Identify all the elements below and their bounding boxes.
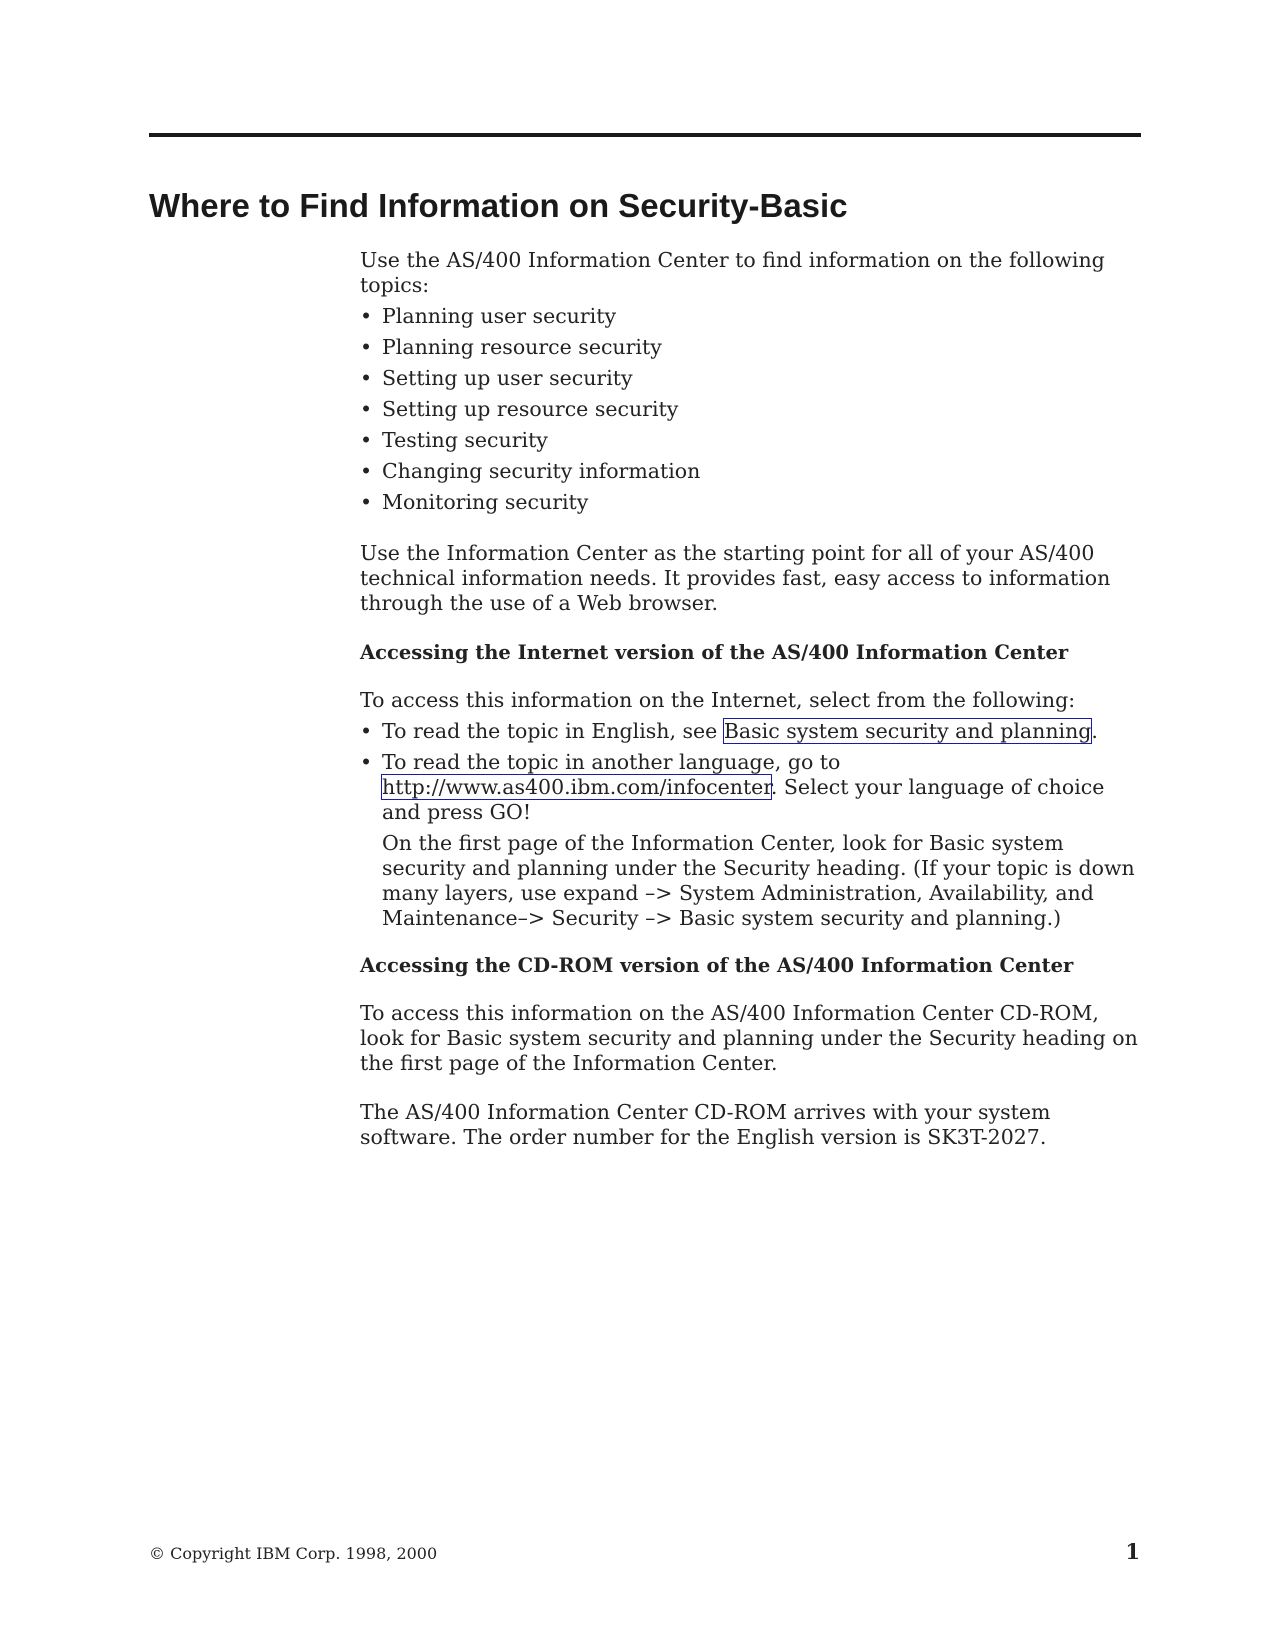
cdrom-paragraph: To access this information on the AS/400 Information Center CD-ROM, look for Basic system security and planning under the Security heading on the first page of the Information Center.: [360, 1001, 1138, 1075]
bullet: •: [360, 459, 373, 483]
list-item: • Planning resource security: [360, 335, 662, 359]
page-number: 1: [1125, 1539, 1140, 1564]
list-item: • Setting up resource security: [360, 397, 679, 421]
list-item: • To read the topic in another language, go to http://www.as400.ibm.com/infocenter. Select your language of choice and press GO!: [360, 750, 1105, 824]
bullet: •: [360, 366, 373, 390]
basic-security-link[interactable]: Basic system security and planning: [723, 719, 1092, 743]
bullet: •: [360, 304, 373, 328]
list-item: • Testing security: [360, 428, 548, 452]
copyright-footer: © Copyright IBM Corp. 1998, 2000: [149, 1544, 438, 1563]
list-item: • Setting up user security: [360, 366, 633, 390]
bullet: •: [360, 719, 373, 743]
bullet: •: [360, 490, 373, 514]
infocenter-url-link[interactable]: http://www.as400.ibm.com/infocenter: [382, 775, 771, 799]
list-item: • Monitoring security: [360, 490, 589, 514]
item-text: To read the topic in another language, go to: [382, 750, 841, 774]
list-item: • Changing security information: [360, 459, 701, 483]
order-number-paragraph: The AS/400 Information Center CD-ROM arrives with your system software. The order number for the English version is SK3T-2027.: [360, 1100, 1051, 1149]
followup-paragraph: On the first page of the Information Center, look for Basic system security and planning under the Security heading. (If your topic is down many layers, use expand –> System Administration, Availability, and Maintenance–> Security –> Basic system security and planning.): [382, 831, 1135, 930]
bullet: •: [360, 397, 373, 421]
item-text: To read the topic in English, see: [382, 719, 724, 743]
internet-section-heading: Accessing the Internet version of the AS/400 Information Center: [360, 641, 1069, 664]
access-list: [360, 719, 1140, 825]
page-title: Where to Find Information on Security-Basic: [149, 187, 848, 224]
list-item: • To read the topic in English, see Basic system security and planning.: [360, 719, 1098, 743]
top-rule: [149, 133, 1141, 137]
bullet: •: [360, 750, 373, 774]
intro-paragraph: Use the AS/400 Information Center to find information on the following topics:: [360, 248, 1105, 297]
topics-list: [360, 304, 1140, 521]
internet-lead: To access this information on the Internet, select from the following:: [360, 688, 1076, 712]
list-item: • Planning user security: [360, 304, 617, 328]
info-center-paragraph: Use the Information Center as the starting point for all of your AS/400 technical information needs. It provides fast, easy access to information through the use of a Web browser.: [360, 541, 1111, 615]
bullet: •: [360, 428, 373, 452]
body-column: [360, 248, 1140, 1150]
cdrom-section-heading: Accessing the CD-ROM version of the AS/400 Information Center: [360, 954, 1074, 977]
bullet: •: [360, 335, 373, 359]
